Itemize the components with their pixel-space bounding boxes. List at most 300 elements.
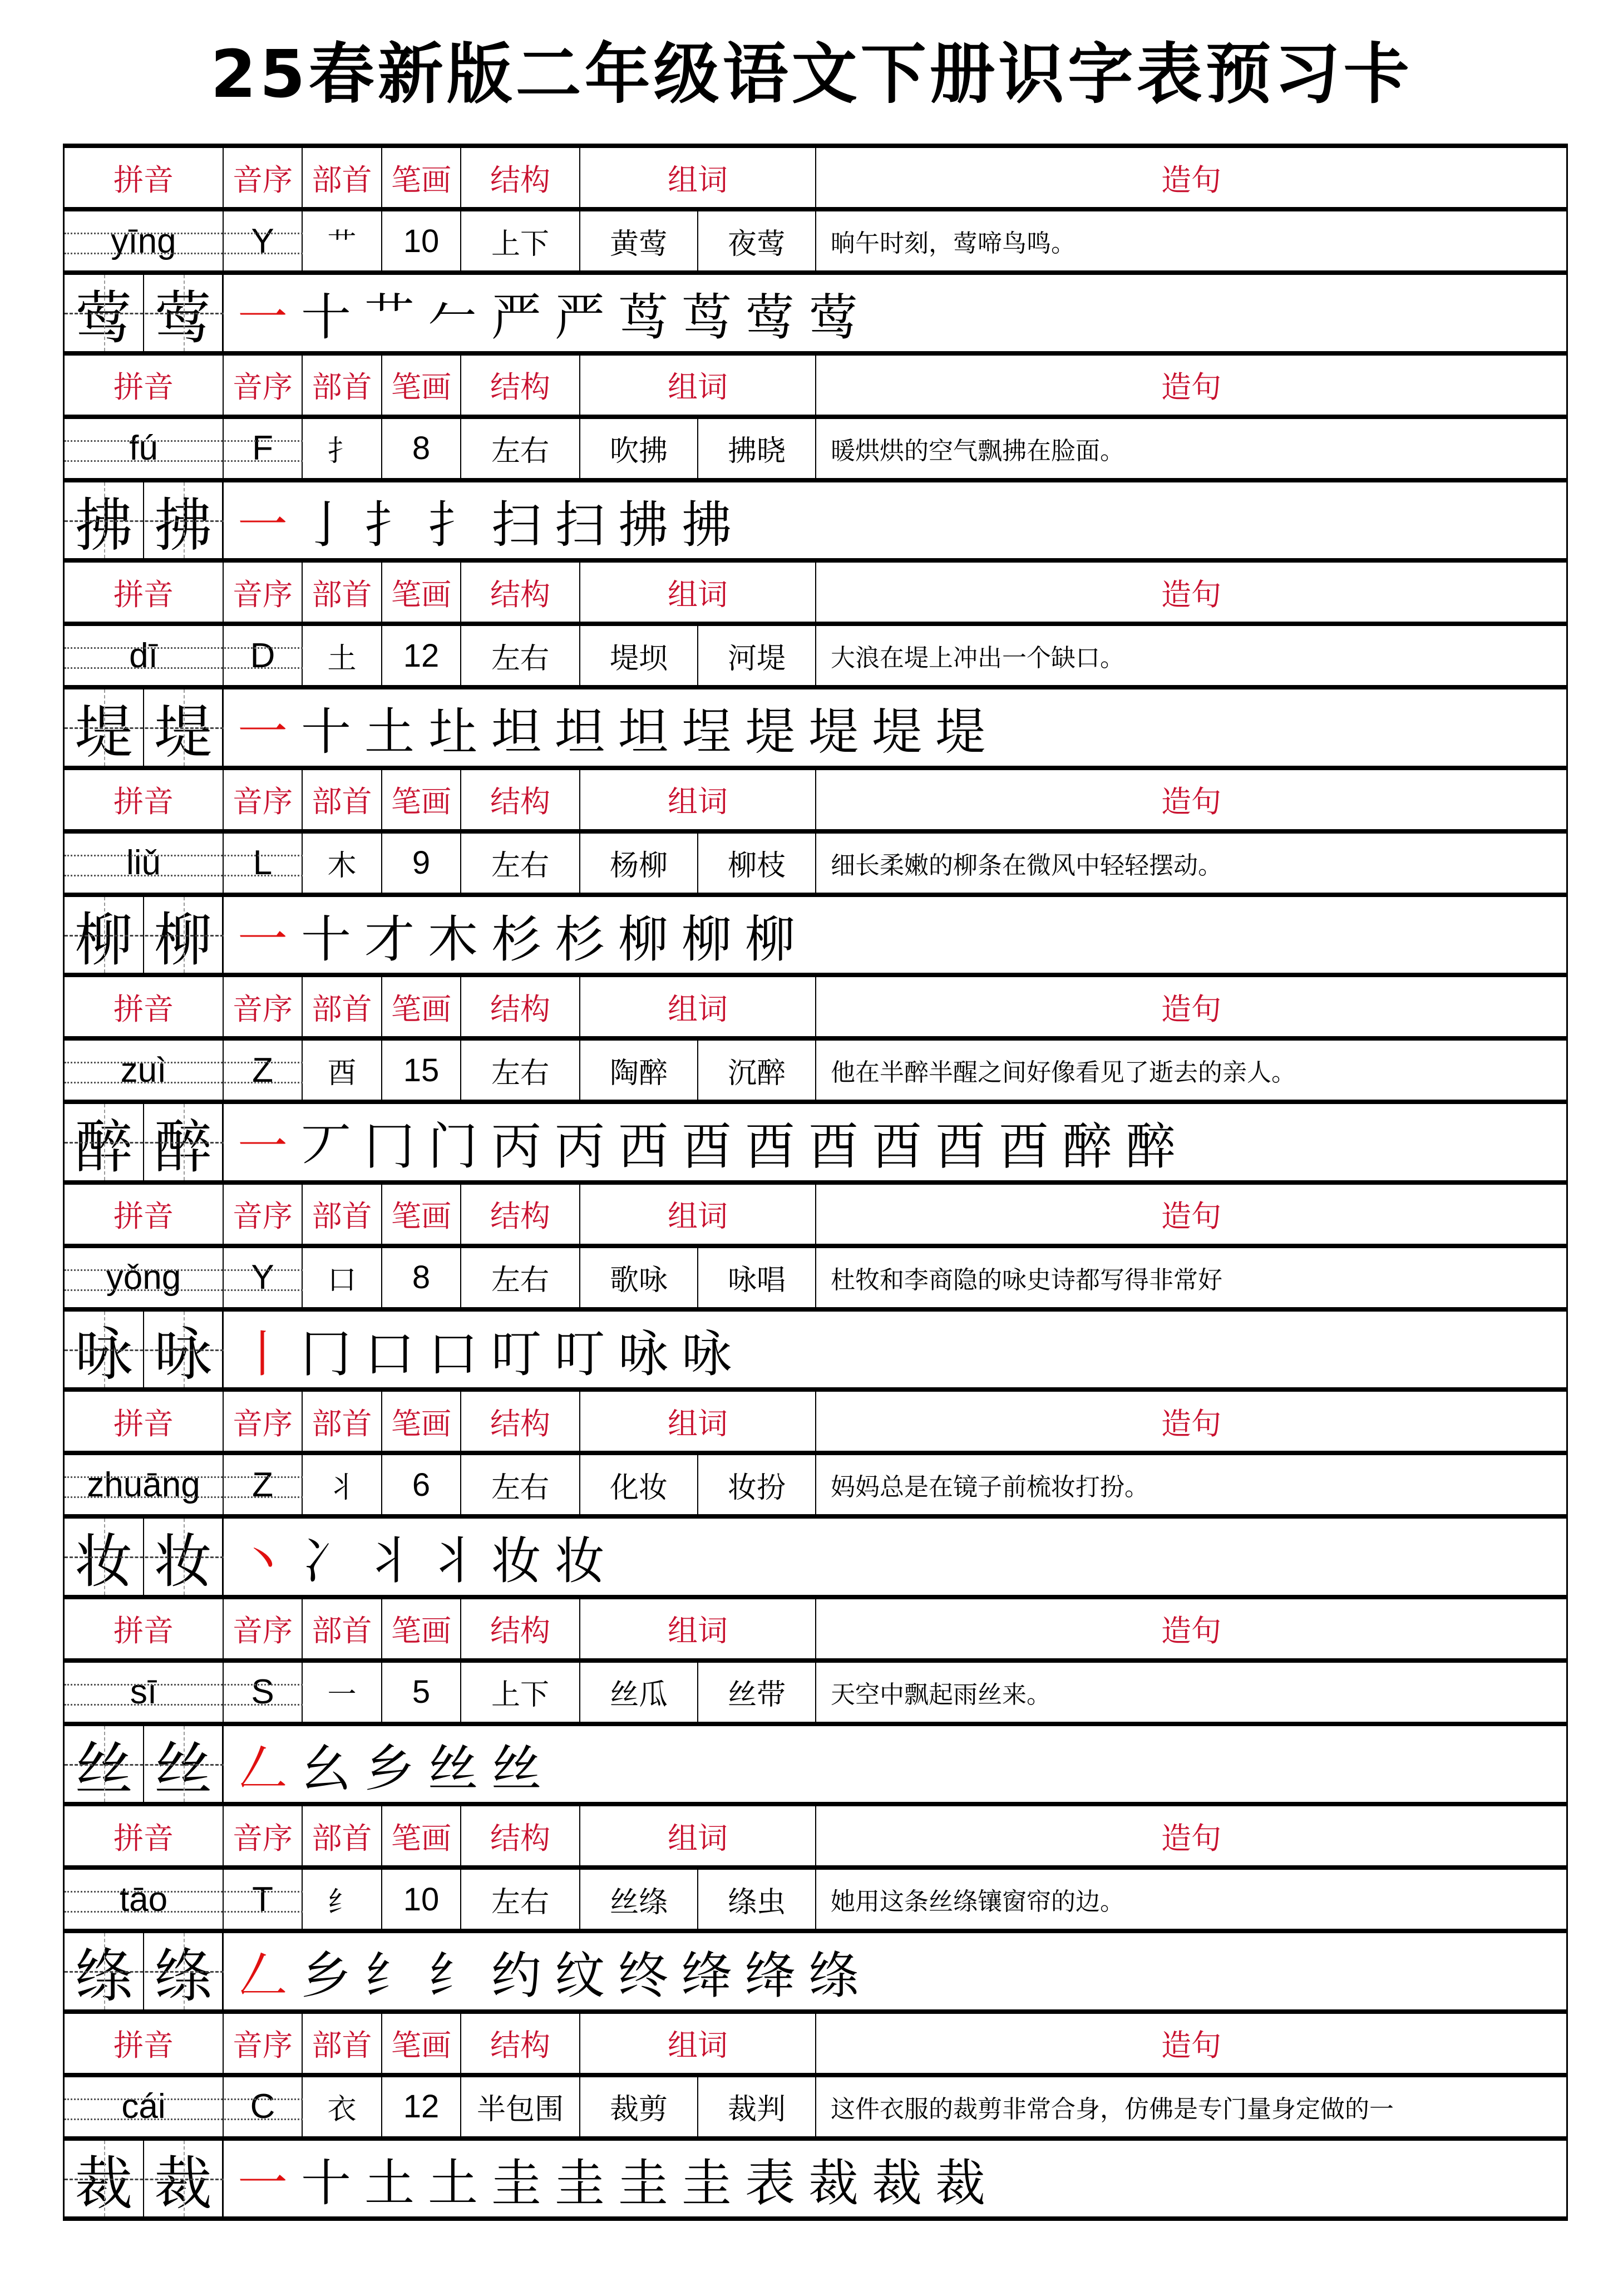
- order-value: C: [224, 2077, 303, 2136]
- structure-value: 半包围: [461, 2077, 580, 2136]
- header-row: [63, 766, 1568, 829]
- stroke-step: 才: [364, 910, 415, 969]
- stroke-step: 裁: [872, 2154, 922, 2213]
- stroke-step: 一: [238, 495, 288, 554]
- radical-value: 酉: [303, 1041, 382, 1100]
- header-words: 组词: [580, 1392, 816, 1451]
- structure-value: 左右: [461, 834, 580, 893]
- stroke-step: 妆: [491, 1532, 541, 1591]
- order-value: F: [224, 419, 303, 478]
- info-row: [63, 1451, 1568, 1514]
- stroke-step: 冂: [301, 1324, 351, 1383]
- header-structure: 结构: [461, 563, 580, 622]
- word-2: 咏唱: [698, 1248, 816, 1307]
- structure-value: 左右: [461, 1455, 580, 1514]
- stroke-sequence: [231, 482, 1566, 559]
- pinyin-value: cái: [65, 2077, 224, 2136]
- word-2: 河堤: [698, 626, 816, 685]
- info-row: [63, 2073, 1568, 2136]
- stroke-step: 约: [491, 1947, 541, 2006]
- word-2: 拂晓: [698, 419, 816, 478]
- stroke-step: 冫: [301, 1532, 351, 1591]
- model-character: 丝: [65, 1726, 144, 1802]
- stroke-step: 圵: [428, 703, 478, 762]
- header-words: 组词: [580, 148, 816, 207]
- stroke-step: 酉: [808, 1117, 859, 1176]
- word-1: 黄莺: [580, 211, 698, 270]
- model-character: 醉: [65, 1104, 144, 1180]
- stroke-step: 纹: [555, 1947, 605, 2006]
- stroke-order-row: [63, 1307, 1568, 1388]
- character-block: [63, 1802, 1568, 2009]
- stroke-sequence: [231, 1933, 1566, 2009]
- model-character: 绦: [65, 1933, 144, 2009]
- stroke-sequence: [231, 897, 1566, 973]
- header-structure: 结构: [461, 770, 580, 829]
- header-structure: 结构: [461, 1392, 580, 1451]
- stroke-order-row: [63, 1722, 1568, 1802]
- pinyin-guide-bottom: [65, 1289, 303, 1291]
- order-value: Y: [224, 1248, 303, 1307]
- header-order: 音序: [224, 1806, 303, 1865]
- sentence-value: 暖烘烘的空气飘拂在脸面。: [831, 436, 1124, 465]
- header-sentence: 造句: [1161, 1406, 1221, 1441]
- stroke-step: 堤: [935, 703, 985, 762]
- model-character-copy: 堤: [144, 689, 224, 766]
- model-character: 拂: [65, 482, 144, 559]
- radical-value: 口: [303, 1248, 382, 1307]
- grid-guide-horizontal: [65, 1971, 224, 1973]
- header-row: [63, 1595, 1568, 1658]
- stroke-step: 土: [364, 703, 415, 762]
- stroke-step: 一: [238, 288, 288, 347]
- header-words: 组词: [580, 2014, 816, 2073]
- stroke-step: 严: [491, 288, 541, 347]
- header-radical: 部首: [303, 1392, 382, 1451]
- stroke-order-row: [63, 1514, 1568, 1595]
- header-radical: 部首: [303, 563, 382, 622]
- model-character-copy: 妆: [144, 1519, 224, 1595]
- pinyin-guide-bottom: [65, 2118, 303, 2120]
- stroke-step: 土: [364, 2154, 415, 2213]
- model-character-copy: 裁: [144, 2141, 224, 2216]
- character-block: [63, 1387, 1568, 1595]
- stroke-order-row: [63, 1929, 1568, 2009]
- header-words: 组词: [580, 356, 816, 415]
- header-order: 音序: [224, 356, 303, 415]
- header-pinyin: 拼音: [65, 1185, 224, 1244]
- stroke-step: 绛: [745, 1947, 795, 2006]
- stroke-step: 莺: [745, 288, 795, 347]
- stroke-step: 酉: [935, 1117, 985, 1176]
- stroke-step: 杉: [491, 910, 541, 969]
- word-1: 丝瓜: [580, 1663, 698, 1722]
- word-2: 裁判: [698, 2077, 816, 2136]
- word-1: 陶醉: [580, 1041, 698, 1100]
- grid-guide-horizontal: [65, 1764, 224, 1766]
- header-row: [63, 558, 1568, 622]
- word-2: 沉醉: [698, 1041, 816, 1100]
- word-2: 绦虫: [698, 1870, 816, 1929]
- word-1: 吹拂: [580, 419, 698, 478]
- order-value: S: [224, 1663, 303, 1722]
- pinyin-guide-bottom: [65, 875, 303, 876]
- stroke-order-row: [63, 685, 1568, 766]
- model-character: 妆: [65, 1519, 144, 1595]
- stroke-step: 亅: [301, 495, 351, 554]
- header-structure: 结构: [461, 148, 580, 207]
- pinyin-value: tāo: [65, 1870, 224, 1929]
- stroke-step: 门: [428, 1117, 478, 1176]
- pinyin-guide-top: [65, 1891, 303, 1893]
- radical-value: 丬: [303, 1455, 382, 1514]
- stroke-step: 终: [618, 1947, 668, 2006]
- model-character: 咏: [65, 1312, 144, 1388]
- stroke-sequence: [231, 1726, 1566, 1802]
- header-row: [63, 351, 1568, 415]
- header-sentence: 造句: [1161, 1820, 1221, 1856]
- header-structure: 结构: [461, 2014, 580, 2073]
- sentence-value: 这件衣服的裁剪非常合身，仿佛是专门量身定做的一: [831, 2095, 1394, 2123]
- stroke-step: 酉: [682, 1117, 732, 1176]
- header-pinyin: 拼音: [65, 2014, 224, 2073]
- stroke-step: 醉: [1126, 1117, 1176, 1176]
- stroke-step: 酉: [999, 1117, 1049, 1176]
- stroke-step: 一: [238, 1117, 288, 1176]
- pinyin-guide-bottom: [65, 1704, 303, 1706]
- word-1: 堤坝: [580, 626, 698, 685]
- pinyin-guide-top: [65, 1062, 303, 1063]
- header-radical: 部首: [303, 770, 382, 829]
- header-pinyin: 拼音: [65, 563, 224, 622]
- word-2: 妆扮: [698, 1455, 816, 1514]
- strokes-value: 10: [382, 1870, 461, 1929]
- strokes-value: 9: [382, 834, 461, 893]
- stroke-step: 堤: [872, 703, 922, 762]
- grid-guide-horizontal: [65, 2179, 224, 2180]
- header-row: [63, 144, 1568, 207]
- header-order: 音序: [224, 1392, 303, 1451]
- strokes-value: 8: [382, 419, 461, 478]
- stroke-order-row: [63, 893, 1568, 973]
- sentence-value: 细长柔嫩的柳条在微风中轻轻摆动。: [831, 851, 1222, 880]
- stroke-step: 乡: [301, 1947, 351, 2006]
- model-character: 堤: [65, 689, 144, 766]
- header-order: 音序: [224, 148, 303, 207]
- grid-guide-horizontal: [65, 1556, 224, 1558]
- stroke-step: 堤: [745, 703, 795, 762]
- header-strokes: 笔画: [382, 1806, 461, 1865]
- header-sentence: 造句: [1161, 162, 1221, 198]
- stroke-step: 杉: [555, 910, 605, 969]
- header-order: 音序: [224, 2014, 303, 2073]
- header-words: 组词: [580, 1185, 816, 1244]
- stroke-step: 柳: [745, 910, 795, 969]
- character-table: [63, 144, 1568, 2216]
- header-pinyin: 拼音: [65, 1392, 224, 1451]
- stroke-step: 表: [745, 2154, 795, 2213]
- info-row: [63, 829, 1568, 893]
- pinyin-value: fú: [65, 419, 224, 478]
- grid-guide-horizontal: [65, 727, 224, 729]
- pinyin-guide-bottom: [65, 1911, 303, 1913]
- pinyin-value: yǒng: [65, 1248, 224, 1307]
- stroke-step: 十: [301, 2154, 351, 2213]
- character-block: [63, 2009, 1568, 2217]
- sentence-value: 晌午时刻，莺啼鸟鸣。: [831, 229, 1076, 258]
- header-pinyin: 拼音: [65, 977, 224, 1036]
- stroke-step: 绛: [682, 1947, 732, 2006]
- radical-value: 一: [303, 1663, 382, 1722]
- stroke-sequence: [231, 1519, 1566, 1595]
- stroke-step: 幺: [301, 1739, 351, 1798]
- order-value: T: [224, 1870, 303, 1929]
- stroke-step: 𠃋: [238, 1947, 288, 2006]
- stroke-sequence: [231, 1312, 1566, 1388]
- info-row: [63, 207, 1568, 270]
- header-structure: 结构: [461, 1185, 580, 1244]
- info-row: [63, 415, 1568, 478]
- header-row: [63, 973, 1568, 1036]
- stroke-step: 丆: [301, 1117, 351, 1176]
- stroke-step: 叮: [555, 1324, 605, 1383]
- header-sentence: 造句: [1161, 1199, 1221, 1234]
- structure-value: 上下: [461, 1663, 580, 1722]
- stroke-step: 木: [428, 910, 478, 969]
- stroke-step: 土: [428, 2154, 478, 2213]
- grid-guide-horizontal: [65, 935, 224, 937]
- stroke-order-row: [63, 270, 1568, 351]
- stroke-step: 艹: [364, 288, 415, 347]
- pinyin-guide-top: [65, 2098, 303, 2100]
- stroke-step: 十: [301, 910, 351, 969]
- word-2: 丝带: [698, 1663, 816, 1722]
- model-character-copy: 丝: [144, 1726, 224, 1802]
- header-strokes: 笔画: [382, 977, 461, 1036]
- word-1: 歌咏: [580, 1248, 698, 1307]
- sentence-value: 他在半醉半醒之间好像看见了逝去的亲人。: [831, 1058, 1296, 1087]
- header-row: [63, 2009, 1568, 2073]
- stroke-step: 十: [301, 288, 351, 347]
- header-sentence: 造句: [1161, 369, 1221, 405]
- sentence-value: 妈妈总是在镜子前梳妆打扮。: [831, 1473, 1149, 1501]
- grid-guide-horizontal: [65, 520, 224, 522]
- header-pinyin: 拼音: [65, 356, 224, 415]
- radical-value: 扌: [303, 419, 382, 478]
- radical-value: 木: [303, 834, 382, 893]
- stroke-step: 拂: [618, 495, 668, 554]
- stroke-step: 茑: [618, 288, 668, 347]
- stroke-step: 口: [428, 1324, 478, 1383]
- stroke-sequence: [231, 689, 1566, 766]
- pinyin-guide-bottom: [65, 1082, 303, 1083]
- model-character-copy: 莺: [144, 275, 224, 351]
- stroke-step: 乡: [364, 1739, 415, 1798]
- info-row: [63, 1036, 1568, 1100]
- header-structure: 结构: [461, 356, 580, 415]
- sentence-value: 天空中飘起雨丝来。: [831, 1680, 1051, 1709]
- stroke-step: 扫: [491, 495, 541, 554]
- header-pinyin: 拼音: [65, 770, 224, 829]
- grid-guide-horizontal: [65, 1349, 224, 1351]
- stroke-step: 纟: [428, 1947, 478, 2006]
- stroke-sequence: [231, 2141, 1566, 2216]
- header-radical: 部首: [303, 148, 382, 207]
- header-strokes: 笔画: [382, 1599, 461, 1658]
- model-character-copy: 咏: [144, 1312, 224, 1388]
- header-strokes: 笔画: [382, 148, 461, 207]
- stroke-step: 扫: [555, 495, 605, 554]
- stroke-step: 𠂉: [428, 288, 478, 347]
- model-character: 莺: [65, 275, 144, 351]
- pinyin-value: liǔ: [65, 834, 224, 893]
- structure-value: 左右: [461, 626, 580, 685]
- pinyin-guide-top: [65, 855, 303, 856]
- stroke-step: 丙: [491, 1117, 541, 1176]
- structure-value: 左右: [461, 419, 580, 478]
- radical-value: 土: [303, 626, 382, 685]
- header-pinyin: 拼音: [65, 1599, 224, 1658]
- header-words: 组词: [580, 563, 816, 622]
- header-strokes: 笔画: [382, 2014, 461, 2073]
- stroke-step: 埕: [682, 703, 732, 762]
- stroke-step: 丝: [428, 1739, 478, 1798]
- stroke-step: 十: [301, 703, 351, 762]
- stroke-step: 堤: [808, 703, 859, 762]
- sentence-value: 她用这条丝绦镶窗帘的边。: [831, 1888, 1124, 1916]
- stroke-step: 纟: [364, 1947, 415, 2006]
- stroke-step: 扌: [428, 495, 478, 554]
- stroke-step: 坦: [555, 703, 605, 762]
- stroke-step: 西: [618, 1117, 668, 1176]
- strokes-value: 12: [382, 2077, 461, 2136]
- stroke-step: 口: [364, 1324, 415, 1383]
- stroke-step: 一: [238, 910, 288, 969]
- stroke-step: 莺: [808, 288, 859, 347]
- header-sentence: 造句: [1161, 991, 1221, 1027]
- header-order: 音序: [224, 977, 303, 1036]
- stroke-step: 拂: [682, 495, 732, 554]
- model-character-copy: 醉: [144, 1104, 224, 1180]
- stroke-step: 丝: [491, 1739, 541, 1798]
- stroke-order-row: [63, 2136, 1568, 2221]
- character-block: [63, 766, 1568, 973]
- header-pinyin: 拼音: [65, 148, 224, 207]
- structure-value: 左右: [461, 1041, 580, 1100]
- stroke-step: 茑: [682, 288, 732, 347]
- header-words: 组词: [580, 1806, 816, 1865]
- word-1: 裁剪: [580, 2077, 698, 2136]
- grid-guide-horizontal: [65, 1142, 224, 1144]
- stroke-step: 冂: [364, 1117, 415, 1176]
- strokes-value: 12: [382, 626, 461, 685]
- pinyin-guide-top: [65, 1269, 303, 1271]
- header-sentence: 造句: [1161, 1613, 1221, 1648]
- stroke-step: 裁: [935, 2154, 985, 2213]
- structure-value: 左右: [461, 1248, 580, 1307]
- header-row: [63, 1387, 1568, 1451]
- word-2: 夜莺: [698, 211, 816, 270]
- character-block: [63, 558, 1568, 766]
- stroke-step: 严: [555, 288, 605, 347]
- pinyin-guide-top: [65, 1476, 303, 1478]
- strokes-value: 6: [382, 1455, 461, 1514]
- stroke-step: 坦: [491, 703, 541, 762]
- stroke-step: 𠃋: [238, 1739, 288, 1798]
- stroke-step: 圭: [618, 2154, 668, 2213]
- stroke-step: 酉: [745, 1117, 795, 1176]
- model-character: 裁: [65, 2141, 144, 2216]
- header-words: 组词: [580, 1599, 816, 1658]
- stroke-step: 绦: [808, 1947, 859, 2006]
- header-radical: 部首: [303, 1599, 382, 1658]
- header-words: 组词: [580, 977, 816, 1036]
- stroke-step: 圭: [555, 2154, 605, 2213]
- header-radical: 部首: [303, 977, 382, 1036]
- stroke-step: 裁: [808, 2154, 859, 2213]
- strokes-value: 15: [382, 1041, 461, 1100]
- order-value: Y: [224, 211, 303, 270]
- header-strokes: 笔画: [382, 563, 461, 622]
- header-structure: 结构: [461, 1806, 580, 1865]
- word-1: 化妆: [580, 1455, 698, 1514]
- header-pinyin: 拼音: [65, 1806, 224, 1865]
- stroke-step: 丙: [555, 1117, 605, 1176]
- order-value: Z: [224, 1041, 303, 1100]
- stroke-step: 圭: [682, 2154, 732, 2213]
- header-sentence: 造句: [1161, 2028, 1221, 2063]
- character-block: [63, 1595, 1568, 1802]
- header-sentence: 造句: [1161, 577, 1221, 612]
- pinyin-guide-top: [65, 233, 303, 234]
- pinyin-value: dī: [65, 626, 224, 685]
- pinyin-guide-bottom: [65, 1496, 303, 1498]
- header-structure: 结构: [461, 977, 580, 1036]
- model-character-copy: 绦: [144, 1933, 224, 2009]
- pinyin-value: zuì: [65, 1041, 224, 1100]
- character-block: [63, 351, 1568, 559]
- stroke-step: 一: [238, 2154, 288, 2213]
- stroke-step: 一: [238, 703, 288, 762]
- stroke-step: 圭: [491, 2154, 541, 2213]
- stroke-step: 丬: [428, 1532, 478, 1591]
- stroke-step: 叮: [491, 1324, 541, 1383]
- word-1: 杨柳: [580, 834, 698, 893]
- character-block: [63, 1180, 1568, 1388]
- pinyin-value: zhuāng: [65, 1455, 224, 1514]
- sentence-value: 大浪在堤上冲出一个缺口。: [831, 644, 1124, 672]
- header-order: 音序: [224, 1185, 303, 1244]
- header-radical: 部首: [303, 2014, 382, 2073]
- stroke-step: 丶: [238, 1532, 288, 1591]
- header-strokes: 笔画: [382, 1185, 461, 1244]
- stroke-order-row: [63, 1100, 1568, 1180]
- stroke-step: 妆: [555, 1532, 605, 1591]
- pinyin-guide-bottom: [65, 253, 303, 254]
- header-row: [63, 1802, 1568, 1865]
- strokes-value: 8: [382, 1248, 461, 1307]
- info-row: [63, 1865, 1568, 1929]
- stroke-step: 咏: [682, 1324, 732, 1383]
- header-strokes: 笔画: [382, 356, 461, 415]
- strokes-value: 5: [382, 1663, 461, 1722]
- character-block: [63, 144, 1568, 351]
- structure-value: 左右: [461, 1870, 580, 1929]
- header-structure: 结构: [461, 1599, 580, 1658]
- pinyin-value: yīng: [65, 211, 224, 270]
- model-character-copy: 拂: [144, 482, 224, 559]
- order-value: D: [224, 626, 303, 685]
